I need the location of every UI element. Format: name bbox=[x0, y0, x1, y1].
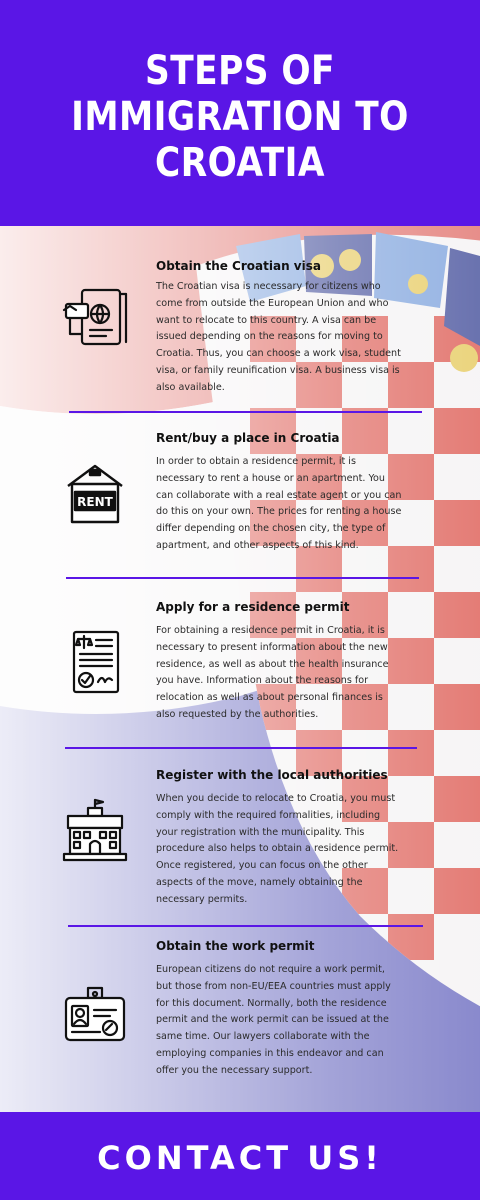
step-divider bbox=[68, 925, 423, 927]
step-title: Obtain the work permit bbox=[156, 939, 315, 953]
step-title: Rent/buy a place in Croatia bbox=[156, 431, 340, 445]
step-description: The Croatian visa is necessary for citizens who come from outside the European Union and who want to relocate to this country. A visa can be issued depending on the reasons for moving to Croatia. Thus, you can choose a work visa, student visa, or family reunification visa. A business visa is also available. bbox=[156, 281, 401, 393]
step-title: Apply for a residence permit bbox=[156, 600, 350, 614]
passport-icon bbox=[60, 284, 130, 354]
step-description: In order to obtain a residence permit, it is necessary to rent a house or an apartment. You can collaborate with a real estate agent or you can do this on your own. The prices for renting a house differ depending on the chosen city, the type of apartment, and other aspects of this kind. bbox=[156, 456, 402, 551]
step-title: Register with the local authorities bbox=[156, 768, 388, 782]
steps-list bbox=[0, 226, 480, 1112]
government-building-icon bbox=[60, 796, 130, 866]
contact-banner[interactable] bbox=[0, 1112, 480, 1200]
step-divider bbox=[65, 747, 417, 749]
step-divider bbox=[66, 577, 419, 579]
step-divider bbox=[69, 411, 422, 413]
header-banner bbox=[0, 0, 480, 226]
rent-sign-label: RENT bbox=[77, 495, 113, 509]
step-description: European citizens do not require a work permit, but those from non-EU/EEA countries must apply for this document. Normally, both the residence permit and the work permit can be issued at the same time. Our lawyers collaborate with the employing companies in this endeavor and can offer you the necessary support. bbox=[156, 964, 391, 1076]
page-title: STEPS OF IMMIGRATION TO CROATIA bbox=[71, 48, 409, 186]
legal-document-icon bbox=[60, 628, 130, 698]
id-badge-icon bbox=[60, 982, 130, 1052]
contact-us-button[interactable]: CONTACT US! bbox=[97, 1139, 383, 1177]
step-title: Obtain the Croatian visa bbox=[156, 259, 321, 273]
step-description: When you decide to relocate to Croatia, you must comply with the required formalities, including your registration with the municipality. This procedure also helps to obtain a residence permit. Once registered, you can focus on the other aspects of the move, namely obtaining the necessary permits. bbox=[156, 793, 399, 905]
rent-house-icon bbox=[60, 460, 130, 530]
step-description: For obtaining a residence permit in Croatia, it is necessary to present information about the new residence, as well as about the health insurance you have. Information about the reasons for relocation as well as about personal finances is also requested by the authorities. bbox=[156, 625, 389, 720]
